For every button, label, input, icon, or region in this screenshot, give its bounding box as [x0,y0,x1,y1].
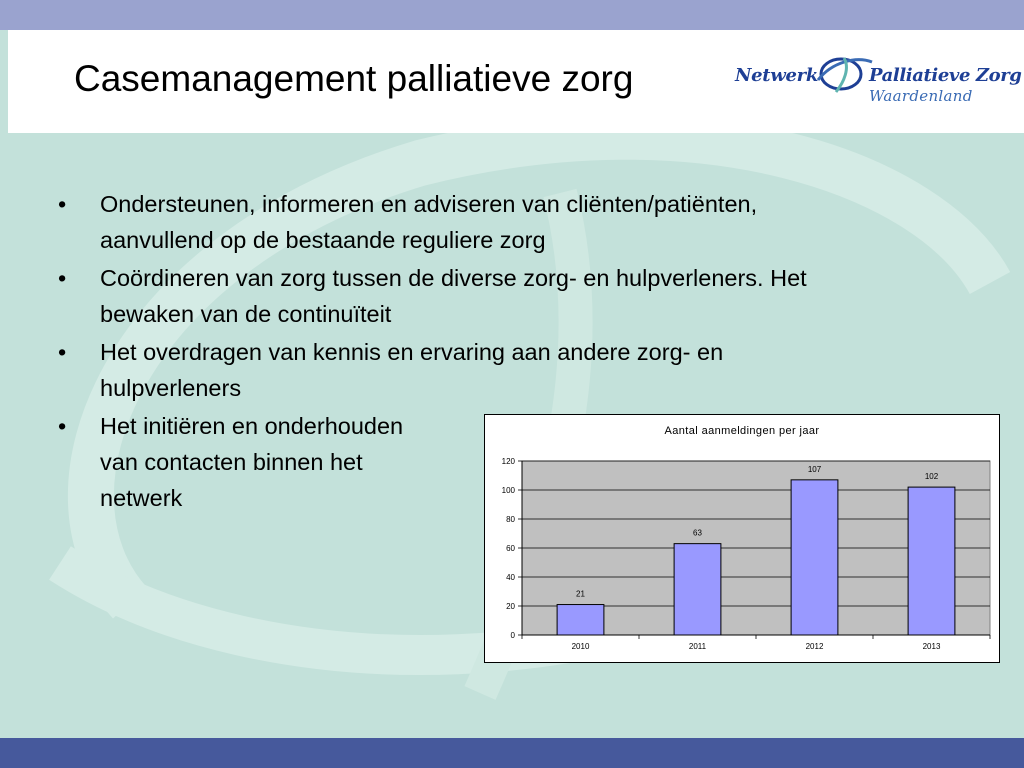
top-color-band [0,0,1024,30]
bullet-item [55,334,975,406]
bullet-line: aanvullend op de bestaande reguliere zorg [100,227,546,253]
data-label: 107 [807,464,822,474]
bar-2011 [674,544,721,635]
bar-chart [484,414,1000,663]
y-tick-label: 40 [506,573,515,582]
bullet-line: Het overdragen van kennis en ervaring aan andere zorg- en [100,339,724,365]
bullet-item [55,260,975,332]
logo-left-text: Netwerk [735,65,819,86]
bullet-line: hulpverleners [100,375,242,401]
bullet-line: Coördineren van zorg tussen de diverse zorg- en hulpverleners. Het [100,265,807,291]
x-tick-label: 2011 [688,642,707,651]
x-tick-label: 2013 [922,642,941,651]
x-tick-label: 2012 [805,642,824,651]
bar-2010 [557,605,604,635]
data-label: 102 [924,472,939,482]
organization-logo [730,52,1022,107]
chart-title: Aantal aanmeldingen per jaar [664,425,820,437]
swirl-logo-icon [814,54,874,94]
y-tick-label: 0 [510,631,515,640]
y-tick-label: 60 [506,544,515,553]
bullet-line: Ondersteunen, informeren en adviseren van cliënten/patiënten, [100,191,758,217]
data-label: 63 [693,528,702,538]
bullet-line: van contacten binnen het [100,449,363,475]
chart-svg [485,415,999,662]
y-tick-label: 80 [506,515,515,524]
bullet-line: netwerk [100,485,183,511]
data-label: 21 [576,589,585,599]
bar-2013 [908,487,955,635]
bottom-color-band [0,738,1024,768]
bullet-dot: • [58,413,67,439]
y-tick-label: 120 [501,457,515,466]
bullet-dot: • [58,191,67,217]
logo-subtitle: Waardenland [869,87,973,105]
bar-2012 [791,480,838,635]
bullet-dot: • [58,339,67,365]
y-tick-label: 20 [506,602,515,611]
x-tick-label: 2010 [571,642,590,651]
page-title: Casemanagement palliatieve zorg [74,58,634,99]
logo-right-text: Palliatieve Zorg [869,65,1022,86]
bullet-dot: • [58,265,67,291]
bullet-item [55,186,975,258]
y-tick-label: 100 [501,486,515,495]
bullet-line: bewaken van de continuïteit [100,301,392,327]
bullet-line: Het initiëren en onderhouden [100,413,404,439]
